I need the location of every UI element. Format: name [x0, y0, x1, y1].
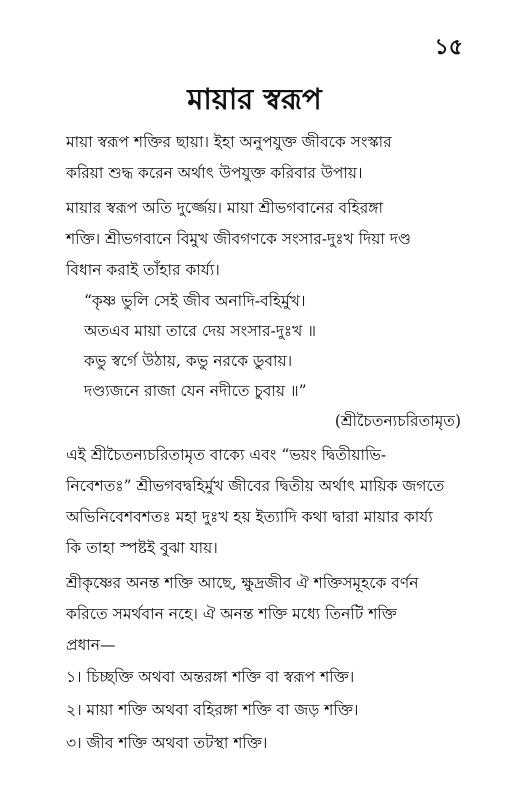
paragraph-line: কি তাহা স্পষ্টই বুঝা যায়।	[66, 538, 218, 557]
list-item: ৩। জীব শক্তি অথবা তটস্থা শক্তি।	[66, 733, 268, 752]
paragraph-1	[48, 127, 461, 189]
paragraph-line: মায়ার স্বরূপ অতি দুর্জ্জেয়। মায়া শ্রীভগবানের বহিরঙ্গা	[66, 198, 384, 217]
verse-line: কভু স্বর্গে উঠায়, কভু নরকে ডুবায়।	[84, 351, 293, 370]
paragraph-line: করিতে সমর্থবান নহে। ঐ অনন্ত শক্তি মধ্যে তিনটি শক্তি	[66, 604, 397, 623]
verse-quote	[84, 286, 461, 406]
paragraph-line: অভিনিবেশবশতঃ মহা দুঃখ হয় ইত্যাদি কথা দ্বারা মায়ার কার্য্য	[66, 507, 433, 526]
paragraph-line: এই শ্রীচৈতন্যচরিতামৃত বাক্যে এবং “ভয়ং দ্বিতীয়াভি-	[66, 445, 387, 464]
shakti-list	[48, 661, 461, 760]
paragraph-line: শক্তি। শ্রীভগবানে বিমুখ জীবগণকে সংসার-দুঃখ দিয়া দণ্ড	[66, 229, 412, 248]
paragraph-line: মায়া স্বরূপ শক্তির ছায়া। ইহা অনুপযুক্ত জীবকে সংস্কার	[66, 132, 392, 151]
paragraph-line: নিবেশতঃ” শ্রীভগবদ্বহির্মুখ জীবের দ্বিতীয় অর্থাৎ মায়িক জগতে	[66, 476, 445, 495]
paragraph-line: প্রধান—	[66, 635, 116, 654]
paragraph-4	[48, 568, 461, 661]
verse-line: দণ্ড্যজনে রাজা যেন নদীতে চুবায় ॥”	[84, 381, 307, 400]
page-number: ১৫	[434, 34, 463, 60]
verse-line: “কৃষ্ণ ভুলি সেই জীব অনাদি-বহির্মুখ।	[84, 291, 306, 310]
paragraph-line: শ্রীকৃষ্ণের অনন্ত শক্তি আছে, ক্ষুদ্রজীব ঐ শক্তিসমূহকে বর্ণন	[66, 573, 419, 592]
verse-citation: (শ্রীচৈতন্যচরিতামৃত)	[334, 411, 461, 430]
paragraph-line: বিধান করাই তাঁহার কার্য্য।	[66, 260, 220, 279]
chapter-title: মায়ার স্বরূপ	[187, 82, 322, 116]
paragraph-line: করিয়া শুদ্ধ করেন অর্থাৎ উপযুক্ত করিবার উপায়।	[66, 163, 363, 182]
list-item: ১। চিচ্ছক্তি অথবা অন্তরঙ্গা শক্তি বা স্বরূপ শক্তি।	[66, 667, 355, 686]
verse-line: অতএব মায়া তারে দেয় সংসার-দুঃখ ॥	[84, 321, 317, 340]
paragraph-2	[48, 193, 461, 286]
paragraph-3	[48, 440, 461, 564]
list-item: ২। মায়া শক্তি অথবা বহিরঙ্গা শক্তি বা জড় শক্তি।	[66, 700, 359, 719]
